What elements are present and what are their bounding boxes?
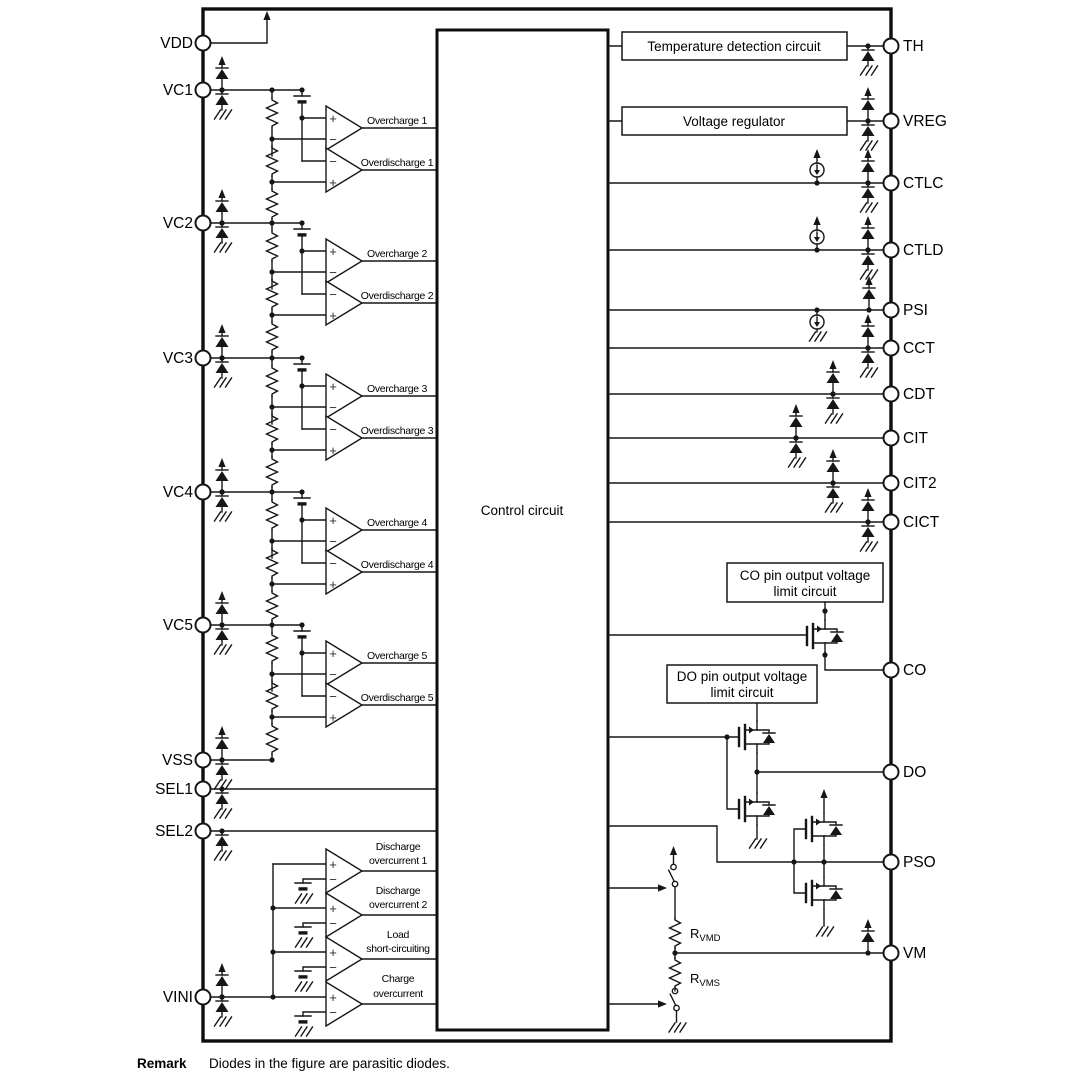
pin-ctld xyxy=(884,243,899,258)
comparator-label: Overcharge 3 xyxy=(366,383,428,395)
comparator-label: short-circuiting xyxy=(366,943,430,955)
pin-label-sel2: SEL2 xyxy=(155,823,193,840)
co-limit-label-line1: CO pin output voltage xyxy=(739,568,871,583)
comparator-label: Overcharge 5 xyxy=(366,650,428,662)
minus-sign: − xyxy=(329,1005,337,1020)
rvms-base: R xyxy=(690,971,700,986)
pin-label-vini: VINI xyxy=(162,989,193,1006)
pin-label-cit: CIT xyxy=(903,430,928,447)
pin-sel2 xyxy=(196,824,211,839)
pin-vc2 xyxy=(196,216,211,231)
minus-sign: − xyxy=(329,960,337,975)
plus-sign: + xyxy=(329,111,337,126)
pin-cdt xyxy=(884,387,899,402)
minus-sign: − xyxy=(329,287,337,302)
comparator-label: overcurrent 1 xyxy=(369,855,427,867)
pin-vc3 xyxy=(196,351,211,366)
pin-label-cict: CICT xyxy=(903,514,940,531)
pin-label-vc5: VC5 xyxy=(162,617,193,634)
minus-sign: − xyxy=(329,916,337,931)
pin-th xyxy=(884,39,899,54)
pin-pso xyxy=(884,855,899,870)
co-limit-label-line2: limit circuit xyxy=(773,584,837,599)
plus-sign: + xyxy=(329,443,337,458)
plus-sign: + xyxy=(329,646,337,661)
rvmd-base: R xyxy=(690,926,700,941)
rvms-sub: VMS xyxy=(699,978,720,989)
minus-sign: − xyxy=(329,265,337,280)
pin-label-vss: VSS xyxy=(161,752,193,769)
do-limit-label-line2: limit circuit xyxy=(710,685,774,700)
comparator-label: Overdischarge 3 xyxy=(360,425,434,437)
comparator-label: Overdischarge 4 xyxy=(360,559,434,571)
minus-sign: − xyxy=(329,400,337,415)
minus-sign: − xyxy=(329,556,337,571)
minus-sign: − xyxy=(329,534,337,549)
plus-sign: + xyxy=(329,308,337,323)
comparator-label: Load xyxy=(386,929,410,941)
pin-label-pso: PSO xyxy=(903,854,936,871)
temperature-block-label: Temperature detection circuit xyxy=(647,39,821,54)
minus-sign: − xyxy=(329,872,337,887)
do-limit-label-line1: DO pin output voltage xyxy=(676,669,808,684)
pin-co xyxy=(884,663,899,678)
pin-cct xyxy=(884,341,899,356)
plus-sign: + xyxy=(329,513,337,528)
pin-vc1 xyxy=(196,83,211,98)
minus-sign: − xyxy=(329,154,337,169)
pin-vss xyxy=(196,753,211,768)
pin-label-th: TH xyxy=(903,38,924,55)
minus-sign: − xyxy=(329,132,337,147)
minus-sign: − xyxy=(329,667,337,682)
pin-label-vc4: VC4 xyxy=(162,484,193,501)
comparator-label: overcurrent xyxy=(373,988,423,1000)
pin-label-ctld: CTLD xyxy=(903,242,944,259)
plus-sign: + xyxy=(329,244,337,259)
pin-label-psi: PSI xyxy=(903,302,928,319)
pin-label-vc1: VC1 xyxy=(162,82,193,99)
pin-label-vc2: VC2 xyxy=(162,215,193,232)
pin-label-vreg: VREG xyxy=(903,113,947,130)
comparator-label: Overcharge 2 xyxy=(366,248,428,260)
comparator-label: Overdischarge 2 xyxy=(360,290,434,302)
comparator-label: overcurrent 2 xyxy=(369,899,427,911)
pin-label-do: DO xyxy=(903,764,927,781)
plus-sign: + xyxy=(329,175,337,190)
remark-text: Diodes in the figure are parasitic diodes. xyxy=(209,1056,450,1071)
pin-vreg xyxy=(884,114,899,129)
pin-do xyxy=(884,765,899,780)
pin-sel1 xyxy=(196,782,211,797)
pin-label-vc3: VC3 xyxy=(162,350,193,367)
pin-label-vdd: VDD xyxy=(160,35,193,52)
plus-sign: + xyxy=(329,901,337,916)
pin-label-cct: CCT xyxy=(903,340,935,357)
pin-label-cit2: CIT2 xyxy=(903,475,937,492)
remark xyxy=(137,1056,450,1071)
comparator-label: Discharge xyxy=(375,885,421,897)
pin-label-sel1: SEL1 xyxy=(155,781,193,798)
comparator-label: Overcharge 4 xyxy=(366,517,428,529)
comparator-label: Charge xyxy=(381,973,415,985)
voltage-regulator-label: Voltage regulator xyxy=(682,114,786,129)
comparator-label: Overcharge 1 xyxy=(366,115,428,127)
pin-vm xyxy=(884,946,899,961)
pin-cit xyxy=(884,431,899,446)
plus-sign: + xyxy=(329,990,337,1005)
pin-vc5 xyxy=(196,618,211,633)
pin-ctlc xyxy=(884,176,899,191)
remark-label: Remark xyxy=(137,1056,187,1071)
pin-cit2 xyxy=(884,476,899,491)
pin-label-cdt: CDT xyxy=(903,386,935,403)
comparator-label: Discharge xyxy=(375,841,421,853)
comparator-label: Overdischarge 5 xyxy=(360,692,434,704)
control-circuit-label: Control circuit xyxy=(480,503,564,518)
pin-vini xyxy=(196,990,211,1005)
rvmd-sub: VMD xyxy=(699,933,721,944)
plus-sign: + xyxy=(329,379,337,394)
plus-sign: + xyxy=(329,710,337,725)
pin-label-ctlc: CTLC xyxy=(903,175,944,192)
minus-sign: − xyxy=(329,422,337,437)
pin-cict xyxy=(884,515,899,530)
pin-psi xyxy=(884,303,899,318)
minus-sign: − xyxy=(329,689,337,704)
pin-label-vm: VM xyxy=(903,945,927,962)
pin-vdd xyxy=(196,36,211,51)
plus-sign: + xyxy=(329,577,337,592)
comparator-label: Overdischarge 1 xyxy=(360,157,434,169)
pin-vc4 xyxy=(196,485,211,500)
plus-sign: + xyxy=(329,945,337,960)
plus-sign: + xyxy=(329,857,337,872)
control-circuit-box xyxy=(437,30,608,1030)
pin-label-co: CO xyxy=(903,662,927,679)
